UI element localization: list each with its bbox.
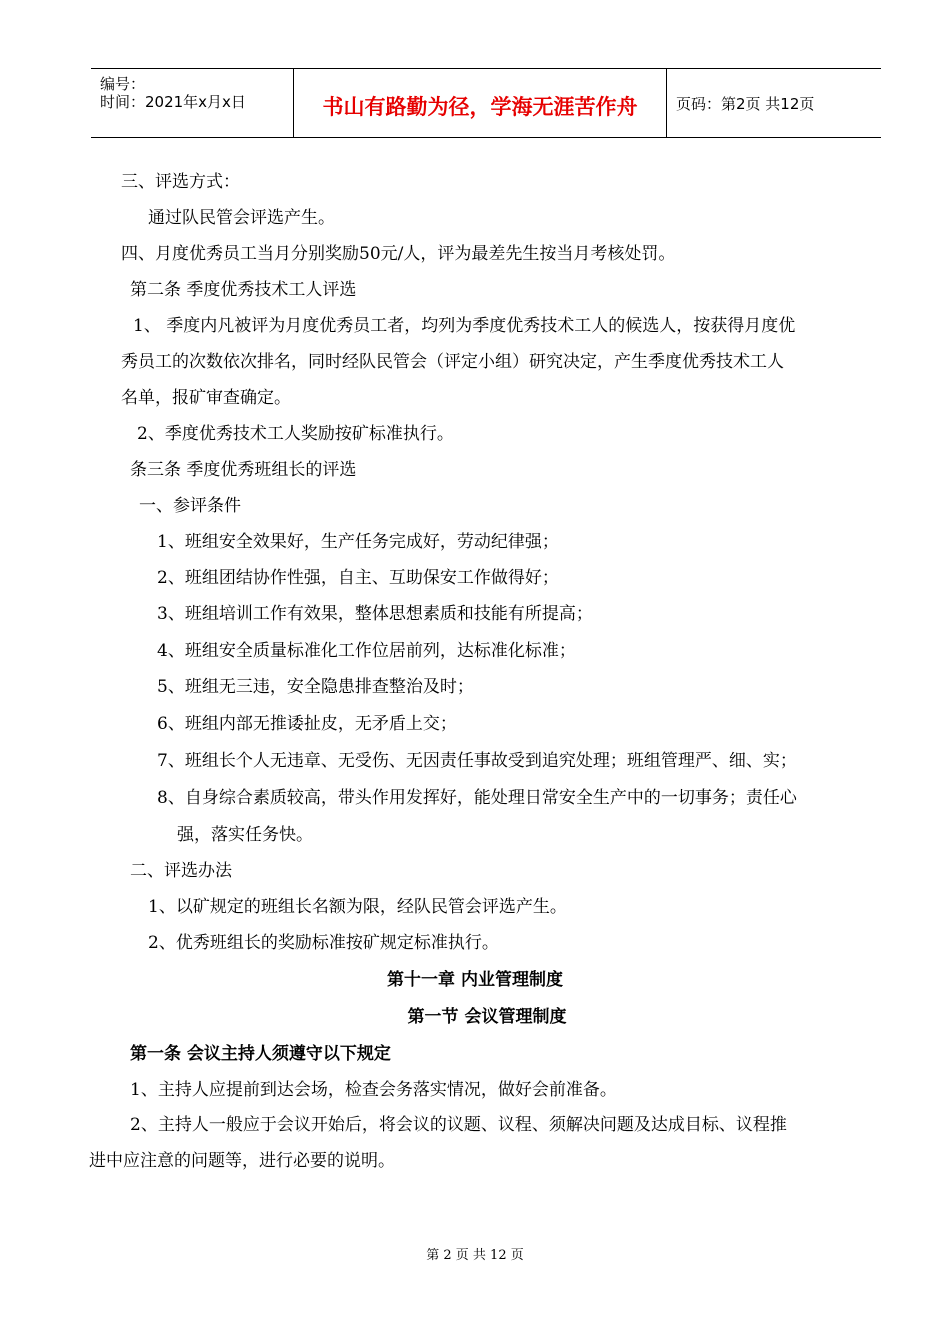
page-header [91, 68, 881, 138]
article-heading: 第二条 季度优秀技术工人评选 [130, 280, 357, 300]
article-heading: 条三条 季度优秀班组长的评选 [130, 460, 357, 480]
paragraph-line: 二、评选办法 [130, 861, 232, 881]
list-item: 3、班组培训工作有效果，整体思想素质和技能有所提高； [157, 604, 593, 624]
paragraph-line: 1、 季度内凡被评为月度优秀员工者，均列为季度优秀技术工人的候选人，按获得月度优 [133, 316, 796, 336]
paragraph-line: 1、主持人应提前到达会场，检查会务落实情况，做好会前准备。 [130, 1080, 617, 1100]
list-item: 2、优秀班组长的奖励标准按矿规定标准执行。 [148, 933, 499, 953]
paragraph-line: 2、主持人一般应于会议开始后，将会议的议题、议程、须解决问题及达成目标、议程推 [130, 1115, 787, 1135]
list-item: 1、班组安全效果好，生产任务完成好，劳动纪律强； [157, 532, 559, 552]
page-footer: 第 2 页 共 12 页 [426, 1248, 524, 1263]
paragraph-line: 2、季度优秀技术工人奖励按矿标准执行。 [137, 424, 454, 444]
list-item: 2、班组团结协作性强，自主、互助保安工作做得好； [157, 568, 559, 588]
section-title: 第一节 会议管理制度 [407, 1007, 567, 1027]
paragraph-line: 秀员工的次数依次排名，同时经队民管会（评定小组）研究决定，产生季度优秀技术工人 [121, 352, 784, 372]
header-motto-cell [293, 69, 667, 137]
header-right-cell [666, 69, 881, 137]
paragraph-line: 一、参评条件 [139, 496, 241, 516]
list-item: 4、班组安全质量标准化工作位居前列，达标准化标准； [157, 641, 576, 661]
paragraph-line: 进中应注意的问题等，进行必要的说明。 [89, 1151, 395, 1171]
header-left-cell [91, 69, 293, 137]
list-item: 8、自身综合素质较高，带头作用发挥好，能处理日常安全生产中的一切事务；责任心 [157, 788, 797, 808]
list-item: 1、以矿规定的班组长名额为限，经队民管会评选产生。 [148, 897, 567, 917]
list-item: 7、班组长个人无违章、无受伤、无因责任事故受到追究处理；班组管理严、细、实； [157, 751, 797, 771]
paragraph-line: 名单，报矿审查确定。 [121, 388, 291, 408]
page-label: 页码：第2页 共12页 [676, 95, 815, 113]
chapter-title: 第十一章 内业管理制度 [387, 970, 563, 990]
list-item: 6、班组内部无推诿扯皮，无矛盾上交； [157, 714, 457, 734]
number-label: 编号： [100, 75, 146, 93]
paragraph-line: 四、月度优秀员工当月分别奖励50元/人，评为最差先生按当月考核处罚。 [121, 244, 676, 264]
list-item: 5、班组无三违，安全隐患排查整治及时； [157, 677, 474, 697]
paragraph-line: 通过队民管会评选产生。 [148, 208, 335, 228]
motto-text: 书山有路勤为径，学海无涯苦作舟 [322, 95, 638, 119]
list-item-continued: 强，落实任务快。 [177, 825, 313, 845]
article-title: 第一条 会议主持人须遵守以下规定 [130, 1044, 391, 1064]
paragraph-line: 三、评选方式： [121, 172, 240, 192]
time-label: 时间：2021年x月x日 [100, 93, 246, 111]
